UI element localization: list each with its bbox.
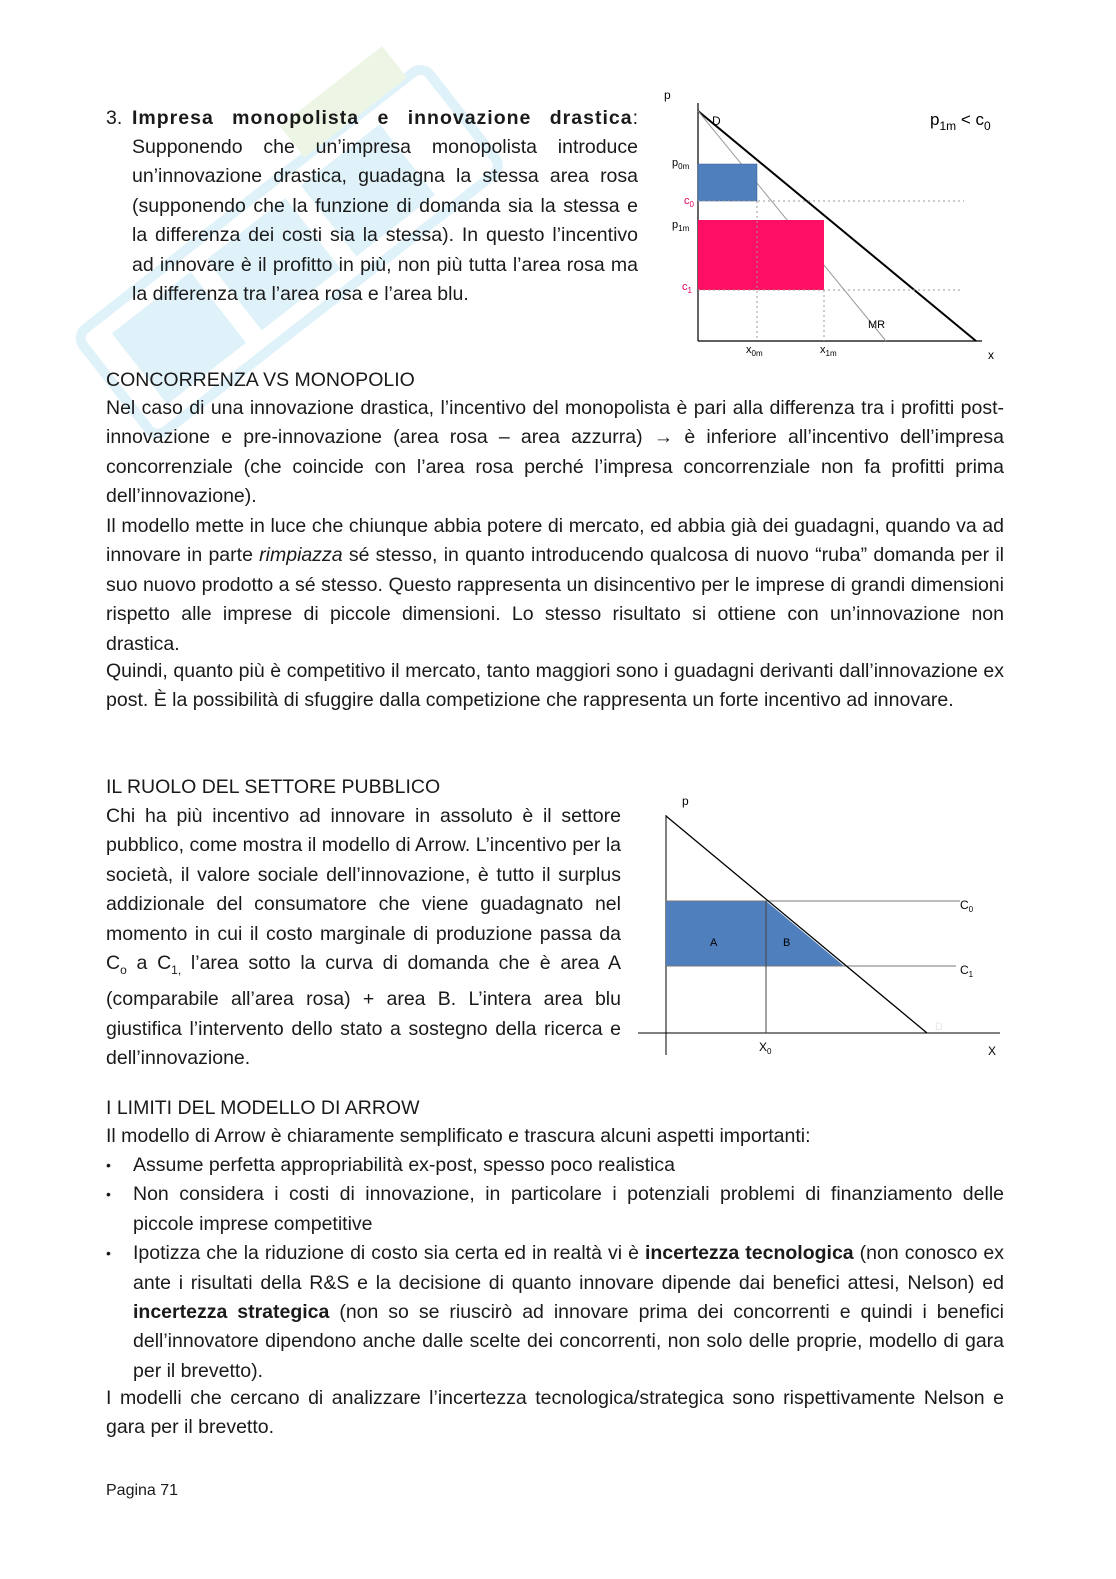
p1m-label: $p_{1m}$ [672, 219, 690, 233]
area-a-label: A [710, 937, 718, 949]
mr-label: MR [868, 319, 886, 331]
section1-title: Impresa monopolista e innovazione drastica [132, 107, 633, 129]
section2-heading: CONCORRENZA VS MONOPOLIO [106, 369, 415, 391]
area-a [666, 901, 766, 966]
list-item: • Ipotizza che la riduzione di costo sia certa ed in realtà vi è incertezza tecnologica (non conosco ex ante i risultati della R&S e la decisione di quanto innovare dipende dai benefici attesi, Nelson) ed incertezza strategica (non so se riuscirò ad innovare prima dei concorrenti e quindi i benefici dell’innovatore dipendono anche dalle scelte dei concorrenti, non solo delle proprie, modello di gara per il brevetto). [106, 1239, 1004, 1386]
price-cost-condition: $p_{1m} < c_0$ [930, 110, 991, 133]
list-number: 3. [106, 107, 123, 129]
bullet-icon: • [106, 1157, 111, 1173]
list-item: • Assume perfetta appropriabilità ex-post, spesso poco realistica [106, 1151, 1004, 1180]
p-axis-label: p [664, 88, 671, 102]
section4-heading: I LIMITI DEL MODELLO DI ARROW [106, 1097, 420, 1119]
section4-outro: I modelli che cercano di analizzare l’incertezza tecnologica/strategica sono rispettivamente Nelson e gara per il brevetto. [106, 1387, 1004, 1439]
section1-title-colon: : [632, 107, 638, 129]
section4-intro: Il modello di Arrow è chiaramente semplificato e trascura alcuni aspetti importanti: [106, 1125, 811, 1147]
x-axis-label: X [988, 1044, 997, 1058]
x-axis-label: x [988, 348, 994, 362]
list-item: • Non considera i costi di innovazione, in particolare i potenziali problemi di finanziamento delle piccole imprese competitive [106, 1180, 1004, 1239]
x0m-label: $x_{0m}$ [746, 344, 763, 358]
page-number: Pagina 71 [106, 1482, 179, 1499]
bullet-icon: • [106, 1245, 111, 1262]
monopoly-innovation-diagram [660, 85, 1010, 365]
x1m-label: $x_{1m}$ [820, 344, 837, 358]
area-b-label: B [783, 937, 791, 949]
section2-paragraph-1: Nel caso di una innovazione drastica, l’incentivo del monopolista è pari alla differenza tra i profitti post-innovazione e pre-innovazione (area rosa – area azzurra) → è inferiore all’incentivo dell’impresa concorrenziale (che coincide con l’area rosa perché l’impresa concorrenziale non fa profitti prima dell’innovazione). [106, 397, 1004, 508]
section2-paragraph-3: Quindi, quanto più è competitivo il mercato, tanto maggiori sono i guadagni derivanti dall’innovazione ex post. È la possibilità di sfuggire dalla competizione che rappresenta un forte incentivo ad innovare. [106, 660, 1004, 712]
demand-label: D [712, 114, 721, 128]
section3-body: Chi ha più incentivo ad innovare in assoluto è il settore pubblico, come mostra il modello di Arrow. L’incentivo per la società, il valore sociale dell’innovazione, è tutto il surplus addizionale del consumatore che viene guadagnato nel momento in cui il costo marginale di produzione passa da $C_o$ a $C_{1,}$ l’area sotto la curva di domanda che è area A (comparabile all’area rosa) + area B. L’intera area blu giustifica l’intervento dello stato a sostegno della ricerca e dell’innovazione. [106, 805, 622, 1070]
p0m-label: $p_{0m}$ [672, 157, 690, 171]
area-b [766, 901, 844, 966]
demand-label: D [935, 1021, 943, 1033]
c1-label: $C_1$ [960, 963, 974, 979]
section1-title-line [132, 104, 638, 133]
section3-heading: IL RUOLO DEL SETTORE PUBBLICO [106, 776, 441, 798]
bullet-icon: • [106, 1186, 111, 1203]
blue-area [698, 164, 757, 201]
arrow-model-diagram [630, 785, 1010, 1070]
x0-label: $X_0$ [759, 1040, 772, 1056]
c0-label: $C_0$ [960, 898, 974, 914]
pink-area [698, 220, 824, 290]
c0-label: $c_0$ [684, 195, 694, 209]
p-axis-label: p [682, 794, 689, 808]
section2-paragraph-2: Il modello mette in luce che chiunque abbia potere di mercato, ed abbia già dei guadagni, quando va ad innovare in parte rimpiazza sé stesso, in quanto introducendo qualcosa di nuovo “ruba” domanda per il suo nuovo prodotto a sé stesso. Questo rappresenta un disincentivo per le imprese di grandi dimensioni rispetto alle imprese di piccole dimensioni. Lo stesso risultato si ottiene con un’innovazione non drastica. [106, 515, 1004, 655]
c1-label: $c_1$ [682, 281, 692, 295]
limitations-list [106, 1151, 1004, 1386]
section1-body: Supponendo che un’impresa monopolista introduce un’innovazione drastica, guadagna la stessa area rosa (supponendo che la funzione di domanda sia la stessa e la differenza dei costi sia la stessa). In questo l’incentivo ad innovare è il profitto in più, non più tutta l’area rosa ma la differenza tra l’area rosa e l’area blu. [132, 136, 638, 306]
